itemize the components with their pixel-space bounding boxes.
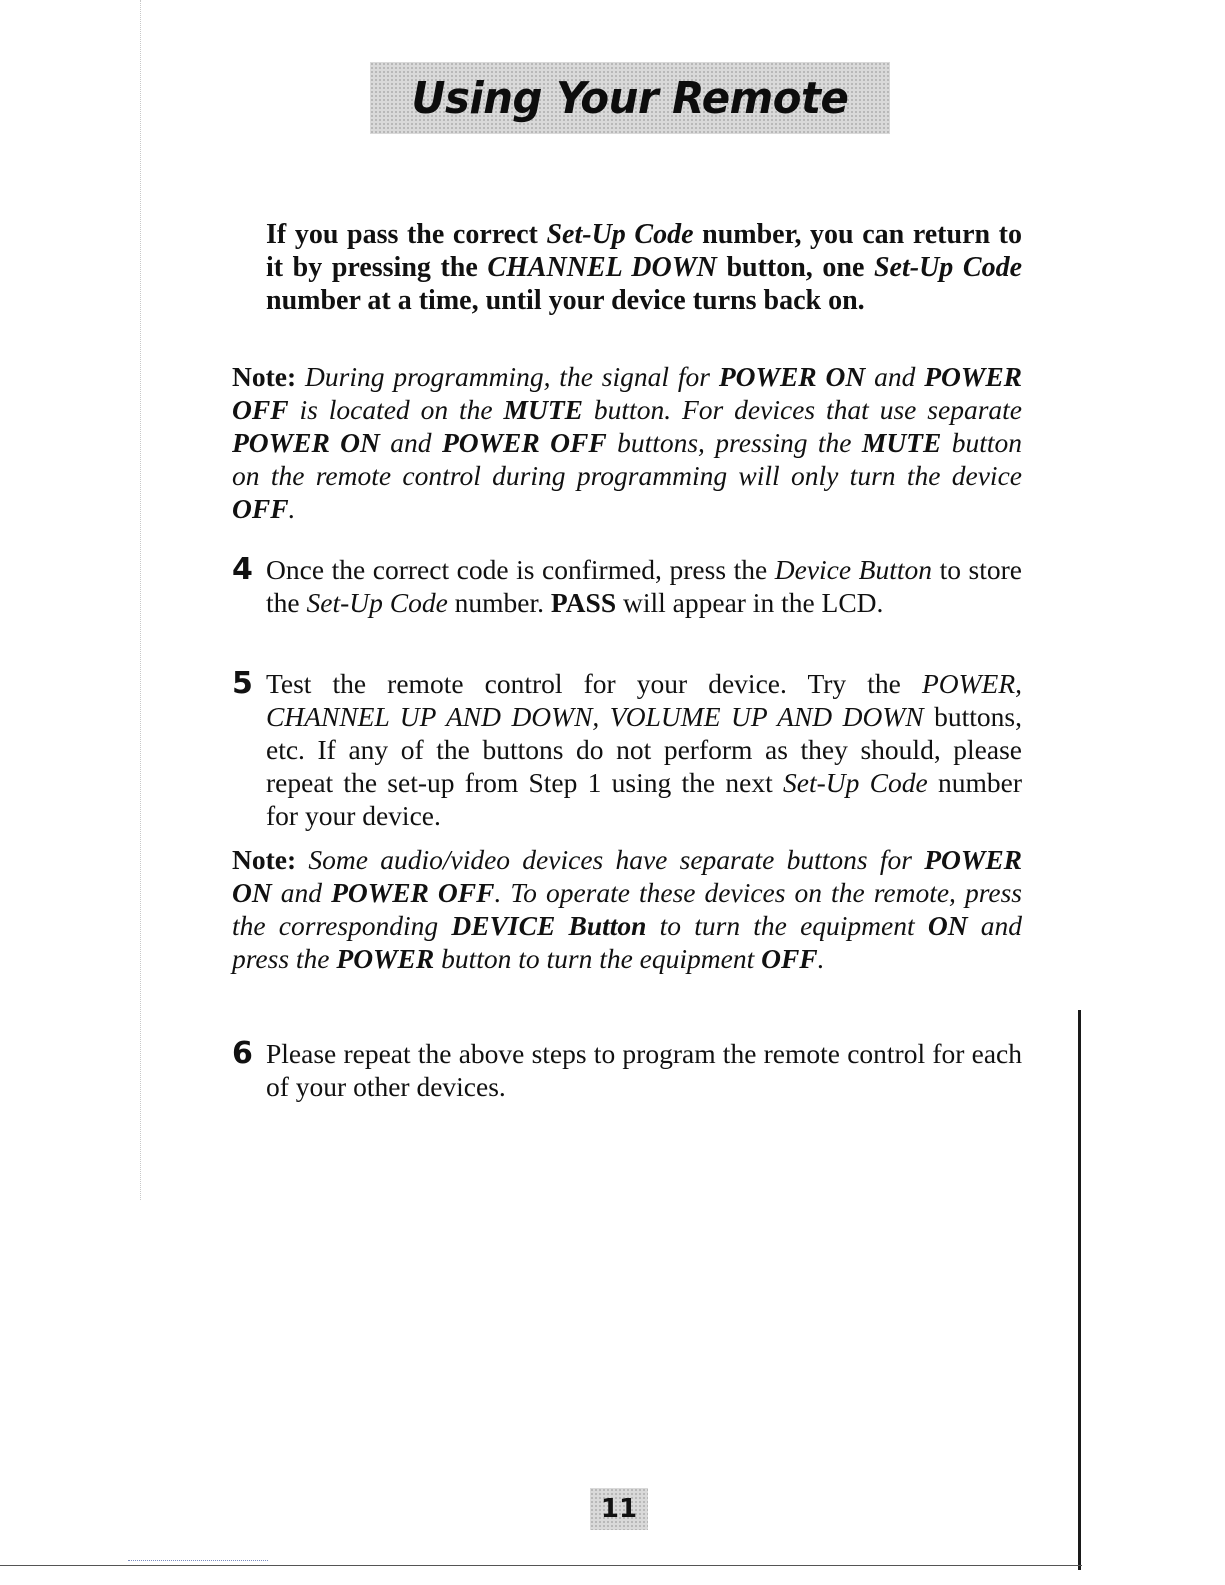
- note-text: and: [865, 361, 925, 392]
- scan-edge-bottom-left: [128, 1560, 268, 1562]
- note-power-buttons: [232, 843, 1022, 975]
- note-text: During programming, the signal for: [296, 361, 719, 392]
- lead-text: button, one: [716, 252, 874, 283]
- lead-term: Set-Up Code: [546, 219, 694, 250]
- note-emphasis: POWER ON: [232, 844, 1022, 908]
- note-emphasis: DEVICE Button: [451, 910, 647, 941]
- note-emphasis: MUTE: [503, 394, 583, 425]
- lead-term: CHANNEL DOWN: [487, 252, 717, 283]
- step-emphasis: PASS: [550, 587, 617, 618]
- note-text: button on the remote control during programming will only turn the device: [232, 427, 1022, 491]
- lead-paragraph: [266, 218, 1022, 317]
- step-number: 5: [232, 666, 253, 701]
- scan-edge-left: [140, 0, 142, 1200]
- note-text: button to turn the equipment: [434, 943, 762, 974]
- step-5: [232, 667, 1022, 832]
- step-term: Set-Up Code: [306, 587, 448, 618]
- step-number: 4: [232, 552, 253, 587]
- note-emphasis: POWER ON: [232, 427, 380, 458]
- note-emphasis: OFF: [232, 493, 289, 524]
- note-text: buttons, pressing the: [606, 427, 862, 458]
- note-emphasis: POWER OFF: [331, 877, 495, 908]
- note-emphasis: ON: [927, 910, 968, 941]
- lead-text: number at a time, until your device turns back on.: [266, 285, 865, 316]
- step-4: [232, 553, 1022, 619]
- step-text: Test the remote control for your device. Try the POWER, CHANNEL UP AND DOWN, VOLUME UP AND DOWN buttons, etc. If any of the buttons do not perform as they should, please repeat the set-up from Step 1 using the next Set-Up Code number for your device.: [266, 668, 1023, 831]
- title-banner: [370, 62, 890, 134]
- note-text: . To operate these devices on the remote, press the corresponding: [232, 877, 1022, 941]
- lead-text: If you pass the correct: [266, 219, 547, 250]
- lead-term: Set-Up Code: [873, 252, 1022, 283]
- note-emphasis: POWER OFF: [441, 427, 607, 458]
- page-number: 11: [600, 1494, 638, 1524]
- note-text: button. For devices that use separate: [583, 394, 1022, 425]
- note-emphasis: OFF: [761, 943, 818, 974]
- scan-edge-bottom: [0, 1565, 1082, 1566]
- note-emphasis: MUTE: [861, 427, 942, 458]
- page-title: Using Your Remote: [411, 72, 849, 124]
- note-text: to turn the equipment: [646, 910, 928, 941]
- scan-edge-right: [1078, 1010, 1081, 1570]
- step-number: 6: [232, 1036, 253, 1071]
- note-label: Note:: [232, 844, 297, 875]
- note-text: and: [379, 427, 442, 458]
- note-programming: [232, 360, 1022, 525]
- note-text: and: [271, 877, 332, 908]
- note-emphasis: POWER OFF: [232, 361, 1023, 425]
- note-label: Note:: [232, 361, 297, 392]
- note-emphasis: POWER: [336, 943, 435, 974]
- note-text: Some audio/video devices have separate buttons for: [296, 844, 925, 875]
- step-text: Once the correct code is confirmed, press the Device Button to store the Set-Up Code number. PASS will appear in the LCD.: [266, 554, 1022, 618]
- note-emphasis: POWER ON: [718, 361, 866, 392]
- note-text: .: [817, 943, 825, 974]
- lead-text: number, you can return to it by pressing the: [266, 219, 1023, 283]
- step-text: Please repeat the above steps to program the remote control for each of your other devices.: [266, 1038, 1022, 1102]
- step-term: Set-Up Code: [783, 767, 928, 798]
- step-term: POWER, CHANNEL UP AND DOWN, VOLUME UP AND DOWN: [266, 668, 1022, 732]
- note-text: and press the: [232, 910, 1023, 974]
- page-number-box: [590, 1488, 648, 1530]
- step-term: Device Button: [774, 554, 932, 585]
- step-6: [232, 1037, 1022, 1103]
- note-text: .: [288, 493, 296, 524]
- note-text: is located on the: [288, 394, 504, 425]
